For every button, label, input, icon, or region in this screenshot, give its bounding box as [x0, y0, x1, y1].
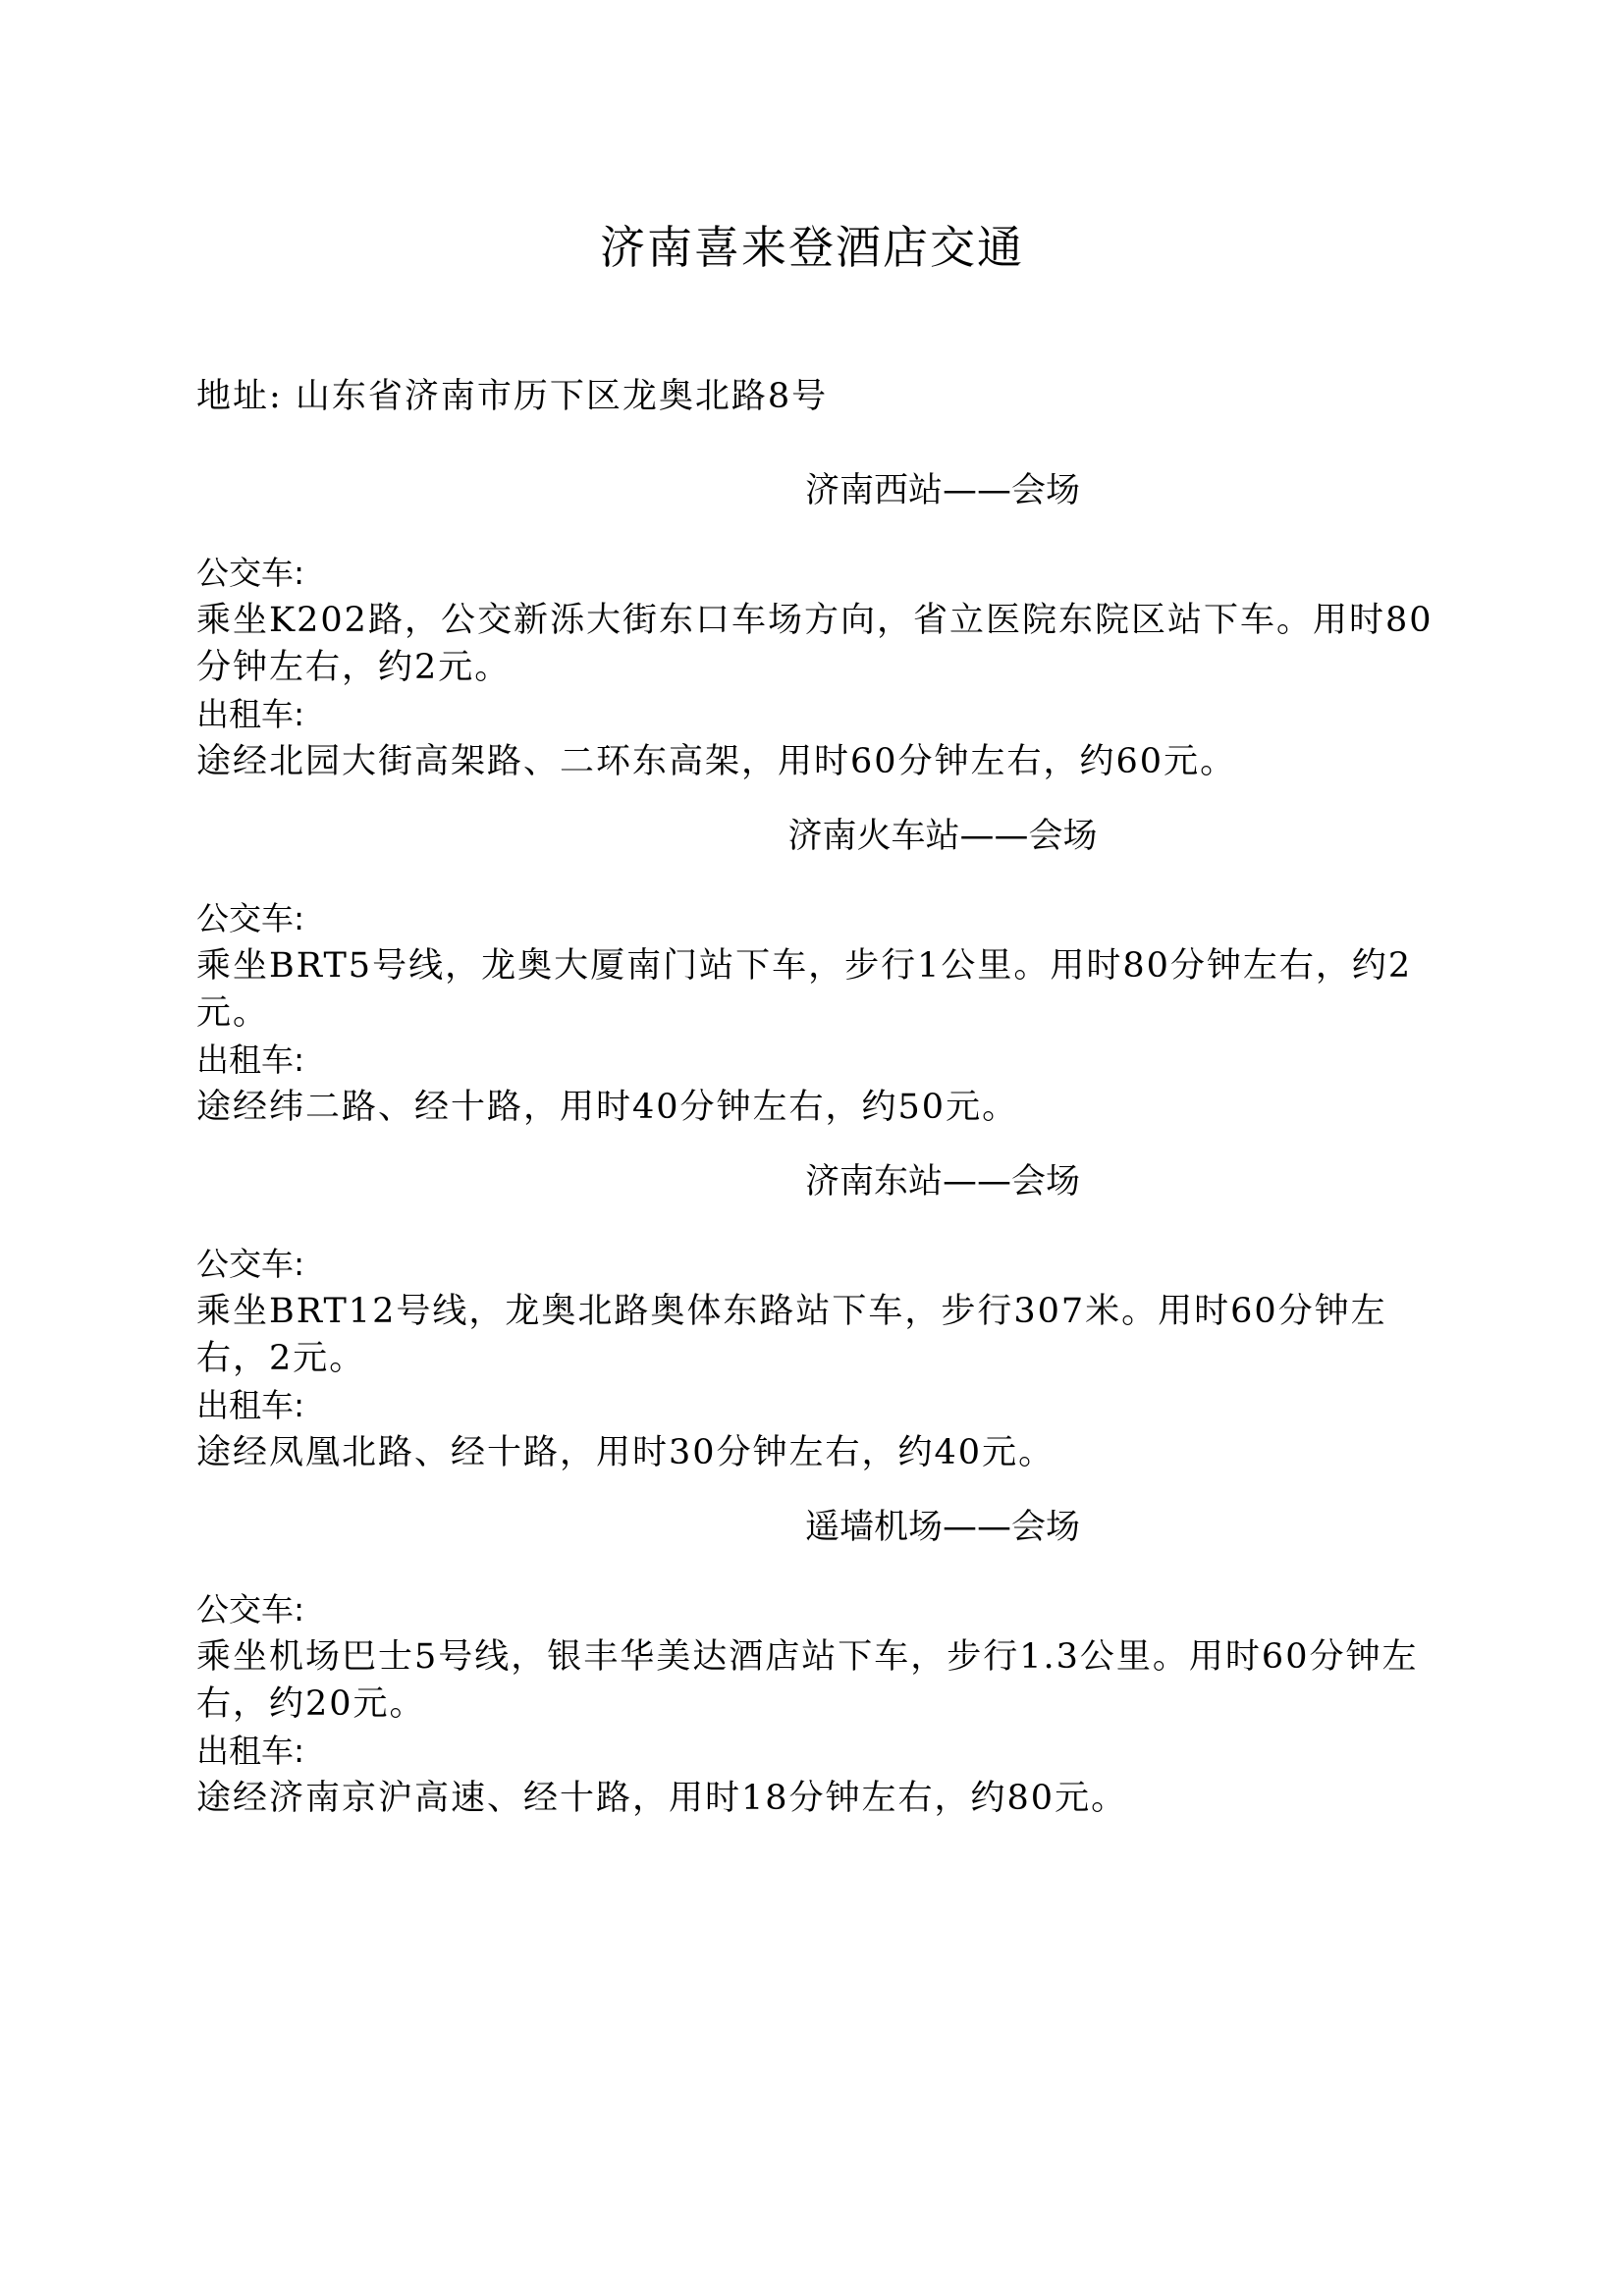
taxi-label: 出租车:	[196, 1386, 305, 1424]
route-section	[196, 1152, 1434, 1476]
taxi-label: 出租车:	[196, 1041, 305, 1079]
bus-text: 乘坐BRT5号线，龙奥大厦南门站下车，步行1公里。用时80分钟左右，约2元。	[196, 946, 1413, 1033]
taxi-label: 出租车:	[196, 1732, 305, 1770]
section-heading: 济南东站——会场	[804, 1162, 1080, 1201]
taxi-text: 途经济南京沪高速、经十路，用时18分钟左右，约80元。	[196, 1779, 1128, 1818]
page-title: 济南喜来登酒店交通	[600, 221, 1024, 274]
bus-text: 乘坐K202路，公交新泺大街东口车场方向，省立医院东院区站下车。用时80分钟左右，约2元。	[196, 601, 1434, 687]
bus-label: 公交车:	[196, 1590, 305, 1629]
bus-label: 公交车:	[196, 554, 305, 592]
taxi-text: 途经凤凰北路、经十路，用时30分钟左右，约40元。	[196, 1433, 1056, 1472]
bus-text: 乘坐机场巴士5号线，银丰华美达酒店站下车，步行1.3公里。用时60分钟左右，约20元。	[196, 1637, 1419, 1724]
bus-text: 乘坐BRT12号线，龙奥北路奥体东路站下车，步行307米。用时60分钟左右，2元。	[196, 1292, 1387, 1378]
taxi-label: 出租车:	[196, 695, 305, 733]
section-heading: 济南火车站——会场	[787, 817, 1098, 856]
section-heading: 济南西站——会场	[804, 471, 1080, 510]
taxi-text: 途经北园大街高架路、二环东高架，用时60分钟左右，约60元。	[196, 742, 1237, 781]
hotel-address: 地址: 山东省济南市历下区龙奥北路8号	[196, 377, 829, 416]
route-section	[196, 1498, 1434, 1822]
bus-label: 公交车:	[196, 1245, 305, 1283]
bus-label: 公交车:	[196, 899, 305, 937]
route-section	[196, 461, 1434, 785]
transport-sections	[196, 461, 1434, 1843]
section-heading: 遥墙机场——会场	[804, 1508, 1080, 1547]
taxi-text: 途经纬二路、经十路，用时40分钟左右，约50元。	[196, 1088, 1019, 1127]
route-section	[196, 807, 1434, 1131]
